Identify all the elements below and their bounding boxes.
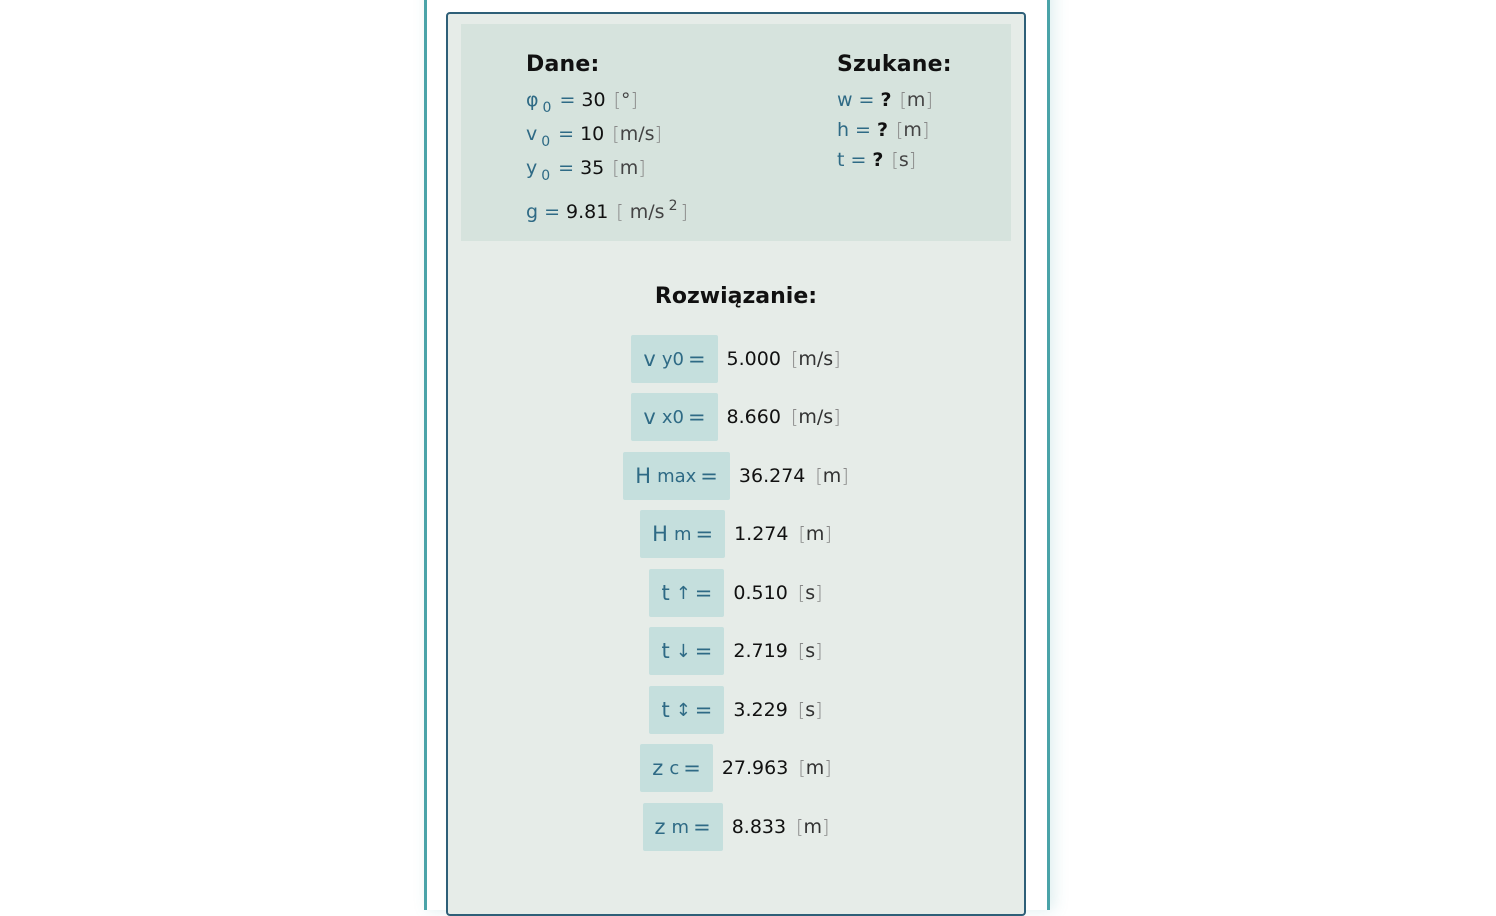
sought-value: ? [880,89,892,111]
equals-sign: = [558,123,575,145]
sought-unit: [m] [899,89,933,111]
given-unit: [°] [613,89,638,111]
result-unit: [m] [815,465,849,487]
result-unit: [s] [797,699,823,721]
equals-sign: = [858,89,875,111]
result-row-t-total [446,686,1026,734]
given-sought-box [461,24,1011,241]
result-row-zm [446,803,1026,851]
result-row-zc [446,744,1026,792]
result-row-hm [446,510,1026,558]
given-symbol: φ [526,89,539,111]
result-label-chip: z c = [640,744,713,792]
given-heading: Dane: [526,52,600,77]
given-row-v0 [526,119,688,153]
result-unit: [s] [797,582,823,604]
result-row-vx0 [446,393,1026,441]
result-value: 1.274 [734,523,789,545]
given-column [526,52,688,225]
sought-value: ? [876,119,888,141]
given-row-phi0 [526,85,688,119]
result-row-vy0 [446,335,1026,383]
sought-column [837,52,952,175]
sought-symbol: t [837,149,845,171]
result-label-chip: H m = [640,510,725,558]
result-value: 0.510 [733,582,788,604]
sought-value: ? [872,149,884,171]
result-unit: [m/s] [790,406,841,428]
result-value: 3.229 [733,699,788,721]
given-value: 9.81 [565,201,609,223]
sought-unit: [m] [896,119,930,141]
given-unit: [ m/s $^2$ ] [616,198,688,223]
result-label-chip: z m = [643,803,723,851]
sought-heading: Szukane: [837,52,952,77]
equals-sign: = [558,157,575,179]
result-value: 27.963 [721,757,789,779]
result-row-hmax [446,452,1026,500]
result-unit: [m/s] [790,348,841,370]
result-value: 5.000 [726,348,781,370]
result-value: 2.719 [733,640,788,662]
equals-sign: = [544,201,560,223]
given-unit: [m/s] [612,123,662,145]
result-unit: [m] [798,757,832,779]
given-subscript: 0 [541,168,551,184]
result-label-chip: v x0 = [631,393,717,441]
result-value: 8.833 [731,816,787,838]
result-label-chip: t ↓ = [649,627,724,675]
given-unit: [m] [612,157,646,179]
equals-sign: = [850,149,867,171]
result-label-chip: t ↑ = [649,569,724,617]
result-unit: [m] [796,816,830,838]
given-symbol: g [526,201,539,223]
result-row-t-up [446,569,1026,617]
result-label-chip: t ↕ = [649,686,724,734]
result-label-chip: H max = [623,452,730,500]
given-row-y0 [526,153,688,187]
given-subscript: 0 [541,134,551,150]
sought-row-t [837,145,952,175]
sought-symbol: h [837,119,850,141]
given-symbol: y [526,157,538,179]
solution-heading: Rozwiązanie: [654,284,818,309]
given-row-g [526,191,688,225]
result-row-t-down [446,627,1026,675]
result-value: 8.660 [726,406,781,428]
sought-unit: [s] [891,149,917,171]
given-subscript: 0 [542,100,552,116]
sought-row-w [837,85,952,115]
result-value: 36.274 [738,465,806,487]
result-unit: [m] [798,523,832,545]
equals-sign: = [559,89,576,111]
given-value: 30 [581,89,606,111]
given-value: 10 [580,123,605,145]
sought-row-h [837,115,952,145]
sought-symbol: w [837,89,853,111]
result-unit: [s] [797,640,823,662]
equals-sign: = [855,119,871,141]
given-symbol: v [526,123,538,145]
given-value: 35 [580,157,605,179]
result-label-chip: v y0 = [631,335,717,383]
